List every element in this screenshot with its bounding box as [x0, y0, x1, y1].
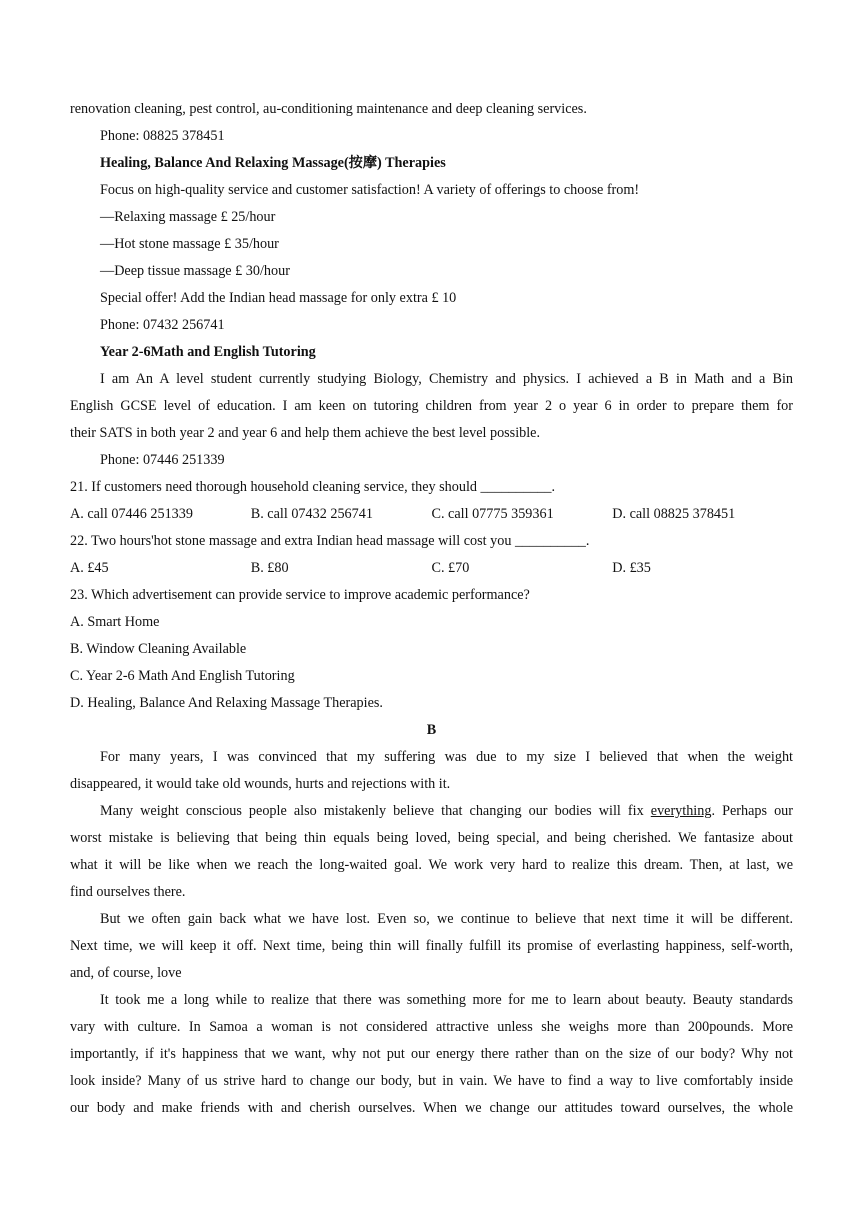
massage-item: —Hot stone massage £ 35/hour	[100, 236, 279, 252]
passage-line: importantly, if it's happiness that we want, why not put our energy there rather than on the size of our body? Why not	[70, 1046, 793, 1062]
document-page	[70, 96, 793, 1122]
massage-item: —Deep tissue massage £ 30/hour	[100, 263, 290, 279]
tutor-ad-line: I am An A level student currently studying Biology, Chemistry and physics. I achieved a B in Math and a Bin	[100, 371, 793, 387]
question-21: 21. If customers need thorough household cleaning service, they should __________.	[70, 479, 556, 495]
passage-line: It took me a long while to realize that there was something more for me to learn about beauty. Beauty standards	[100, 992, 793, 1008]
passage-text: Many weight conscious people also mistakenly believe that changing our bodies will fix	[100, 803, 651, 819]
massage-ad-offer: Special offer! Add the Indian head massage for only extra £ 10	[100, 290, 457, 306]
tutor-ad-phone: Phone: 07446 251339	[100, 452, 225, 468]
tutor-ad-title: Year 2-6Math and English Tutoring	[100, 344, 316, 360]
option-a: A. Smart Home	[70, 614, 160, 630]
passage-line: disappeared, it would take old wounds, hurts and rejections with it.	[70, 776, 451, 792]
option-b: B. Window Cleaning Available	[70, 641, 247, 657]
option-b: B. call 07432 256741	[250, 506, 373, 522]
option-c: C. call 07775 359361	[431, 506, 554, 522]
passage-line: and, of course, love	[70, 965, 182, 981]
tutor-ad-line: English GCSE level of education. I am keen on tutoring children from year 2 o year 6 in order to prepare them for	[70, 398, 793, 414]
question-23: 23. Which advertisement can provide service to improve academic performance?	[70, 587, 530, 603]
underlined-word: everything	[650, 803, 712, 819]
massage-ad-title: Healing, Balance And Relaxing Massage(按摩) Therapies	[100, 155, 446, 171]
passage-line: For many years, I was convinced that my suffering was due to my size I believed that when the weight	[100, 749, 793, 765]
question-22: 22. Two hours'hot stone massage and extra Indian head massage will cost you __________.	[70, 533, 590, 549]
option-d: D. call 08825 378451	[612, 506, 736, 522]
passage-line: find ourselves there.	[70, 884, 186, 900]
option-d: D. £35	[612, 560, 651, 576]
massage-ad-intro: Focus on high-quality service and customer satisfaction! A variety of offerings to choose from!	[100, 182, 640, 198]
option-c: C. Year 2-6 Math And English Tutoring	[70, 668, 295, 684]
passage-line: Next time, we will keep it off. Next time, being thin will finally fulfill its promise of everlasting happiness, self-worth,	[70, 938, 793, 954]
option-a: A. £45	[70, 560, 109, 576]
question-22-options	[70, 555, 793, 582]
option-c: C. £70	[431, 560, 470, 576]
passage-line: look inside? Many of us strive hard to change our body, but in vain. We have to find a way to live comfortably inside	[70, 1073, 793, 1089]
massage-ad-phone: Phone: 07432 256741	[100, 317, 225, 333]
passage-line: vary with culture. In Samoa a woman is not considered attractive unless she weighs more than 200pounds. More	[70, 1019, 793, 1035]
passage-text: . Perhaps our	[711, 803, 793, 819]
option-a: A. call 07446 251339	[70, 506, 193, 522]
tutor-ad-line: their SATS in both year 2 and year 6 and help them achieve the best level possible.	[70, 425, 541, 441]
passage-line: our body and make friends with and cherish ourselves. When we change our attitudes toward ourselves, the whole	[70, 1100, 793, 1116]
question-21-options	[70, 501, 793, 528]
massage-item: —Relaxing massage £ 25/hour	[100, 209, 276, 225]
passage-line: what it will be like when we reach the long-waited goal. We work very hard to realize this dream. Then, at last, we	[70, 857, 793, 873]
passage-line	[70, 798, 793, 825]
cleaning-ad-phone: Phone: 08825 378451	[100, 128, 225, 144]
passage-b-heading: B	[426, 722, 437, 738]
option-b: B. £80	[250, 560, 289, 576]
passage-line: worst mistake is believing that being thin equals being loved, being special, and being cherished. We fantasize about	[70, 830, 793, 846]
cleaning-ad-tail: renovation cleaning, pest control, au-conditioning maintenance and deep cleaning services.	[70, 101, 587, 117]
passage-line: But we often gain back what we have lost. Even so, we continue to believe that next time it will be different.	[100, 911, 793, 927]
option-d: D. Healing, Balance And Relaxing Massage Therapies.	[70, 695, 383, 711]
